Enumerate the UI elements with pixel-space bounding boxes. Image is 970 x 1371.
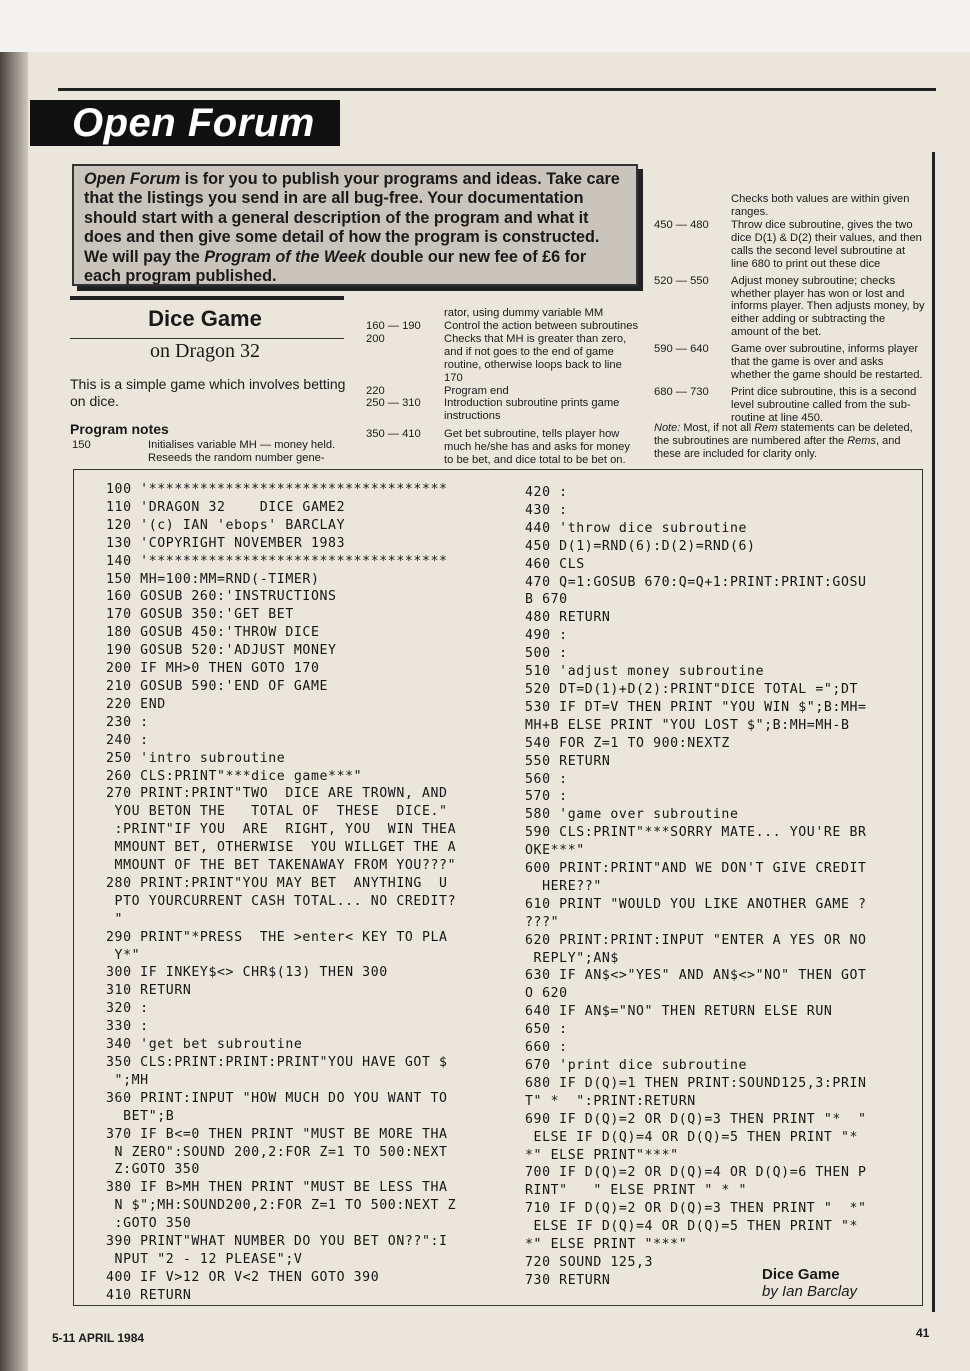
code-line: 720 SOUND 125,3 xyxy=(525,1254,654,1270)
note-line-ref: 220 xyxy=(366,384,385,397)
note-row xyxy=(366,320,640,333)
note-row xyxy=(366,397,640,423)
code-line: 700 IF D(Q)=2 OR D(Q)=4 OR D(Q)=6 THEN P xyxy=(525,1165,867,1181)
code-line: 290 PRINT"*PRESS THE >enter< KEY TO PLA xyxy=(106,929,448,945)
note-text: Adjust money subroutine; checks whether player has won or lost and informs player. Then adjusts money, by either adding or subtracting the amount of the bet. xyxy=(731,274,925,339)
issue-date: 5-11 APRIL 1984 xyxy=(52,1331,145,1345)
code-line: 300 IF INKEY$<> CHR$(13) THEN 300 xyxy=(106,965,388,981)
section-banner xyxy=(30,100,340,146)
signature-author: by Ian Barclay xyxy=(762,1283,858,1300)
code-line: 640 IF AN$="NO" THEN RETURN ELSE RUN xyxy=(525,1004,833,1020)
signature xyxy=(762,1266,857,1300)
scan-top-band xyxy=(0,0,970,52)
note-row xyxy=(654,386,926,425)
code-line: " xyxy=(106,911,124,927)
code-line: 150 MH=100:MM=RND(-TIMER) xyxy=(106,571,320,587)
page-gutter-shadow xyxy=(0,52,28,1371)
code-line: MMOUNT BET, OTHERWISE YOU WILLGET THE A xyxy=(106,840,457,856)
code-line: RINT" " ELSE PRINT " * " xyxy=(525,1183,748,1199)
code-line: MH+B ELSE PRINT "YOU LOST $";B:MH=MH-B xyxy=(525,717,850,733)
code-line: 360 PRINT:INPUT "HOW MUCH DO YOU WANT TO xyxy=(106,1090,448,1106)
article-subtitle: on Dragon 32 xyxy=(150,340,260,362)
note-text-2: statements can be deleted, the subroutines are numbered after the xyxy=(654,422,913,447)
code-line: 130 'COPYRIGHT NOVEMBER 1983 xyxy=(106,535,346,551)
code-line: 630 IF AN$<>"YES" AND AN$<>"NO" THEN GOT xyxy=(525,968,867,984)
signature-title: Dice Game xyxy=(762,1266,840,1283)
note-line-ref: 250 — 310 xyxy=(366,397,421,410)
note-rem-1: Rem xyxy=(754,422,778,434)
code-line: 250 'intro subroutine xyxy=(106,750,286,766)
note-row xyxy=(654,275,926,340)
code-line: 230 : xyxy=(106,714,149,730)
code-line: 660 : xyxy=(525,1040,568,1056)
note-label: Note: xyxy=(654,422,681,434)
code-line: OKE***" xyxy=(525,843,585,859)
code-line: N $";MH:SOUND200,2:FOR Z=1 TO 500:NEXT Z xyxy=(106,1198,457,1214)
code-line: 160 GOSUB 260:'INSTRUCTIONS xyxy=(106,589,337,605)
note-text: Introduction subroutine prints game instructions xyxy=(444,397,620,423)
intro-lead: Open Forum xyxy=(84,170,181,188)
code-line: 460 CLS xyxy=(525,556,585,572)
note-line-ref: 200 xyxy=(366,332,385,345)
code-line: B 670 xyxy=(525,592,568,608)
code-line: ELSE IF D(Q)=4 OR D(Q)=5 THEN PRINT "* xyxy=(525,1219,859,1235)
code-line: 330 : xyxy=(106,1019,149,1035)
code-line: 220 END xyxy=(106,696,166,712)
note-line-ref: 590 — 640 xyxy=(654,343,709,356)
note-footer xyxy=(654,422,926,461)
code-line: 520 DT=D(1)+D(2):PRINT"DICE TOTAL =";DT xyxy=(525,681,859,697)
note-row xyxy=(366,385,640,398)
page-number: 41 xyxy=(916,1326,930,1340)
code-line: 100 '*********************************** xyxy=(106,482,448,497)
code-line: 580 'game over subroutine xyxy=(525,807,739,823)
code-line: REPLY";AN$ xyxy=(525,950,619,966)
note-row xyxy=(654,343,926,382)
code-line: 570 : xyxy=(525,789,568,805)
code-line: 390 PRINT"WHAT NUMBER DO YOU BET ON??":I xyxy=(106,1234,448,1250)
code-line: 370 IF B<=0 THEN PRINT "MUST BE MORE THA xyxy=(106,1126,448,1142)
right-vertical-rule xyxy=(932,152,935,1312)
note-text: Game over subroutine, informs player that the game is over and asks whether the game should be restarted. xyxy=(731,343,923,381)
note-rem-2: Rems xyxy=(847,435,876,447)
code-line: 620 PRINT:PRINT:INPUT "ENTER A YES OR NO xyxy=(525,932,867,948)
code-line: YOU BETON THE TOTAL OF THESE DICE." xyxy=(106,804,448,820)
code-line: 490 : xyxy=(525,628,568,644)
code-line: *" ELSE PRINT"***" xyxy=(525,1147,679,1163)
code-line: 140 '*********************************** xyxy=(106,553,448,569)
note-row xyxy=(366,428,640,467)
code-line: 480 RETURN xyxy=(525,610,611,626)
note-line-ref: 520 — 550 xyxy=(654,274,709,287)
code-line: T" * ":PRINT:RETURN xyxy=(525,1093,696,1109)
code-line: MMOUNT OF THE BET TAKENAWAY FROM YOU???" xyxy=(106,858,457,874)
code-line: 710 IF D(Q)=2 OR D(Q)=3 THEN PRINT " *" xyxy=(525,1201,867,1217)
code-line: 410 RETURN xyxy=(106,1287,192,1303)
code-line: 200 IF MH>0 THEN GOTO 170 xyxy=(106,661,320,677)
code-line: 450 D(1)=RND(6):D(2)=RND(6) xyxy=(525,538,756,554)
note-line-ref: 680 — 730 xyxy=(654,385,709,398)
code-line: 320 : xyxy=(106,1001,149,1017)
note-line-ref: 160 — 190 xyxy=(366,320,421,332)
program-notes-heading: Program notes xyxy=(70,421,169,437)
note-text: Checks that MH is greater than zero, and if not goes to the end of game routine, otherwise loops back to line 170 xyxy=(444,332,627,384)
listing-right-column xyxy=(525,484,867,1290)
code-line: 610 PRINT "WOULD YOU LIKE ANOTHER GAME ? xyxy=(525,896,867,912)
code-line: 280 PRINT:PRINT"YOU MAY BET ANYTHING U xyxy=(106,875,448,891)
code-line: :GOTO 350 xyxy=(106,1216,192,1232)
code-line: 670 'print dice subroutine xyxy=(525,1058,748,1073)
code-line: ";MH xyxy=(106,1072,149,1088)
code-line: 650 : xyxy=(525,1022,568,1038)
code-line: 600 PRINT:PRINT"AND WE DON'T GIVE CREDIT xyxy=(525,861,867,877)
code-line: NPUT "2 - 12 PLEASE";V xyxy=(106,1251,303,1267)
code-line: ???" xyxy=(525,914,560,930)
note-text: Print dice subroutine, this is a second level subroutine called from the sub-routine at line 450. xyxy=(731,385,917,424)
top-rule xyxy=(58,88,936,91)
code-line: 690 IF D(Q)=2 OR D(Q)=3 THEN PRINT "* " xyxy=(525,1111,867,1127)
code-line: 510 'adjust money subroutine xyxy=(525,664,765,680)
code-line: 310 RETURN xyxy=(106,983,192,999)
code-line: 240 : xyxy=(106,732,149,748)
code-line: Z:GOTO 350 xyxy=(106,1162,200,1178)
code-line: 380 IF B>MH THEN PRINT "MUST BE LESS THA xyxy=(106,1180,448,1196)
code-line: 440 'throw dice subroutine xyxy=(525,520,748,536)
code-line: 430 : xyxy=(525,502,568,518)
code-line: HERE??" xyxy=(525,878,602,894)
code-line: 270 PRINT:PRINT"TWO DICE ARE TROWN, AND xyxy=(106,786,448,802)
article-title: Dice Game xyxy=(148,306,262,331)
code-line: Y*" xyxy=(106,947,141,963)
note-text: Control the action between subroutines xyxy=(444,320,639,332)
note-line-ref: 350 — 410 xyxy=(366,428,421,441)
code-line: 540 FOR Z=1 TO 900:NEXTZ xyxy=(525,735,730,751)
notes-column-1 xyxy=(72,439,346,465)
code-line: 210 GOSUB 590:'END OF GAME xyxy=(106,678,329,694)
code-line: 680 IF D(Q)=1 THEN PRINT:SOUND125,3:PRIN xyxy=(525,1075,867,1091)
note-text-1: Most, if not all xyxy=(680,422,755,434)
code-line: 560 : xyxy=(525,771,568,787)
article-top-rule xyxy=(70,296,344,300)
listing-left-column xyxy=(106,481,456,1305)
note-text: Throw dice subroutine, gives the two dice D(1) & D(2) their values, and then calls the second level subroutine at line 680 to print out these dice xyxy=(731,219,922,270)
intro-text-1: is for you to publish your programs and ideas. Take care that the listings you send in are all bug-free. Your documentation should start with a general description of the program and what it does and then give some detail of how the program is constructed. We will pay the xyxy=(84,170,620,266)
notes-column-2-continuation: rator, using dummy variable MM xyxy=(444,307,604,319)
note-text: Program end xyxy=(444,384,509,397)
article-description: This is a simple game which involves betting on dice. xyxy=(70,376,346,409)
code-line: 420 : xyxy=(525,485,568,500)
code-line: 530 IF DT=V THEN PRINT "YOU WIN $";B:MH= xyxy=(525,699,867,715)
code-line: 500 : xyxy=(525,646,568,662)
note-line-ref: 150 xyxy=(72,439,91,451)
article-title-rule xyxy=(70,338,344,339)
code-line: 340 'get bet subroutine xyxy=(106,1037,303,1053)
code-line: PTO YOURCURRENT CASH TOTAL... NO CREDIT? xyxy=(106,893,457,909)
code-line: 120 '(c) IAN 'ebops' BARCLAY xyxy=(106,517,346,533)
code-line: *" ELSE PRINT "***" xyxy=(525,1237,688,1253)
section-title: Open Forum xyxy=(72,101,315,145)
code-line: 470 Q=1:GOSUB 670:Q=Q+1:PRINT:PRINT:GOSU xyxy=(525,574,867,590)
code-line: ELSE IF D(Q)=4 OR D(Q)=5 THEN PRINT "* xyxy=(525,1129,859,1145)
notes-column-3 xyxy=(654,219,926,425)
code-line: 730 RETURN xyxy=(525,1272,611,1288)
notes-column-2 xyxy=(366,320,640,467)
note-row xyxy=(654,219,926,271)
note-row xyxy=(366,333,640,385)
notes-column-3-continuation: Checks both values are within given ranges. xyxy=(731,193,910,218)
intro-text-2: double our new fee of £6 for each program published. xyxy=(84,247,587,286)
code-line: 110 'DRAGON 32 DICE GAME2 xyxy=(106,499,346,515)
code-line: 180 GOSUB 450:'THROW DICE xyxy=(106,625,320,641)
code-line: 400 IF V>12 OR V<2 THEN GOTO 390 xyxy=(106,1269,380,1285)
note-text: Get bet subroutine, tells player how much he/she has and asks for money to be bet, and dice total to be bet on. xyxy=(444,428,630,467)
code-line: 550 RETURN xyxy=(525,753,611,769)
intro-box xyxy=(72,164,638,286)
note-text: Initialises variable MH — money held. Reseeds the random number gene- xyxy=(148,439,336,464)
code-line: 260 CLS:PRINT"***dice game***" xyxy=(106,768,363,784)
code-line: 190 GOSUB 520:'ADJUST MONEY xyxy=(106,643,337,659)
code-line: BET";B xyxy=(106,1108,175,1124)
code-line: 590 CLS:PRINT"***SORRY MATE... YOU'RE BR xyxy=(525,825,867,841)
note-row xyxy=(72,439,346,465)
code-line: N ZERO":SOUND 200,2:FOR Z=1 TO 500:NEXT xyxy=(106,1144,448,1160)
code-line: 170 GOSUB 350:'GET BET xyxy=(106,607,294,623)
note-text-3: , and these are included for clarity only. xyxy=(654,435,901,460)
intro-pow: Program of the Week xyxy=(204,247,366,266)
code-line: O 620 xyxy=(525,986,568,1002)
code-line: 350 CLS:PRINT:PRINT:PRINT"YOU HAVE GOT $ xyxy=(106,1055,448,1070)
note-line-ref: 450 — 480 xyxy=(654,219,709,231)
code-line: :PRINT"IF YOU ARE RIGHT, YOU WIN THEA xyxy=(106,822,457,838)
